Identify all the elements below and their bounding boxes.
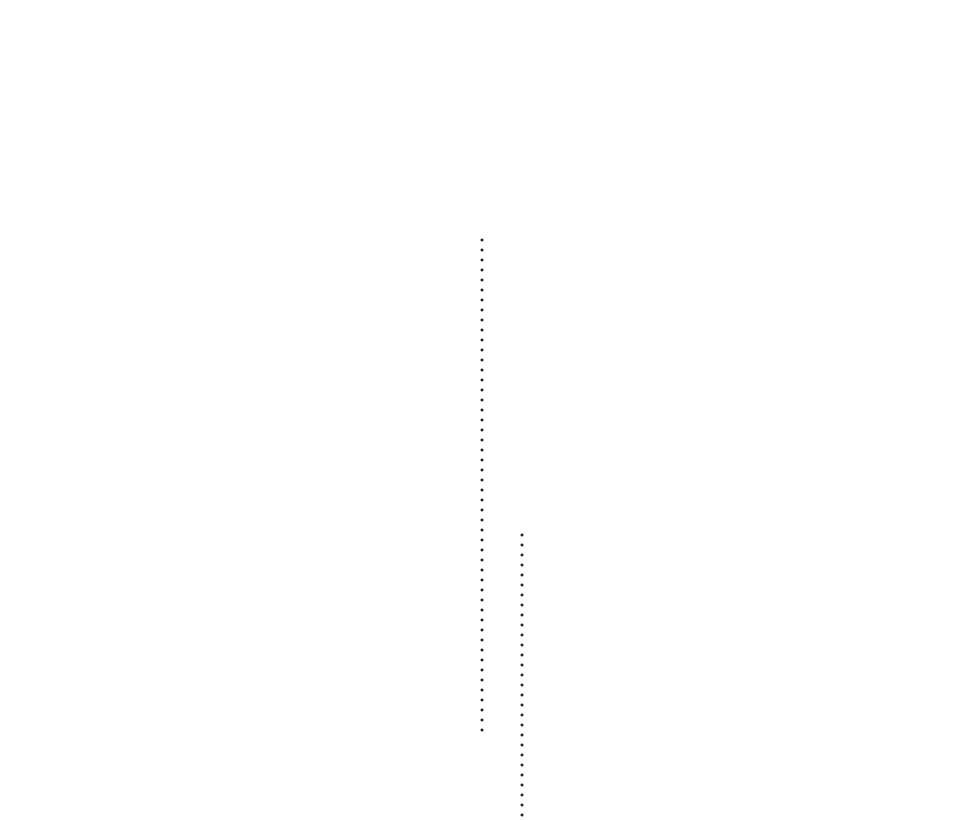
toc-leader-dots [520, 530, 524, 820]
toc-leader-dots [480, 235, 484, 735]
toc-part-a[interactable] [505, 110, 539, 760]
toc-preface[interactable] [465, 160, 499, 760]
